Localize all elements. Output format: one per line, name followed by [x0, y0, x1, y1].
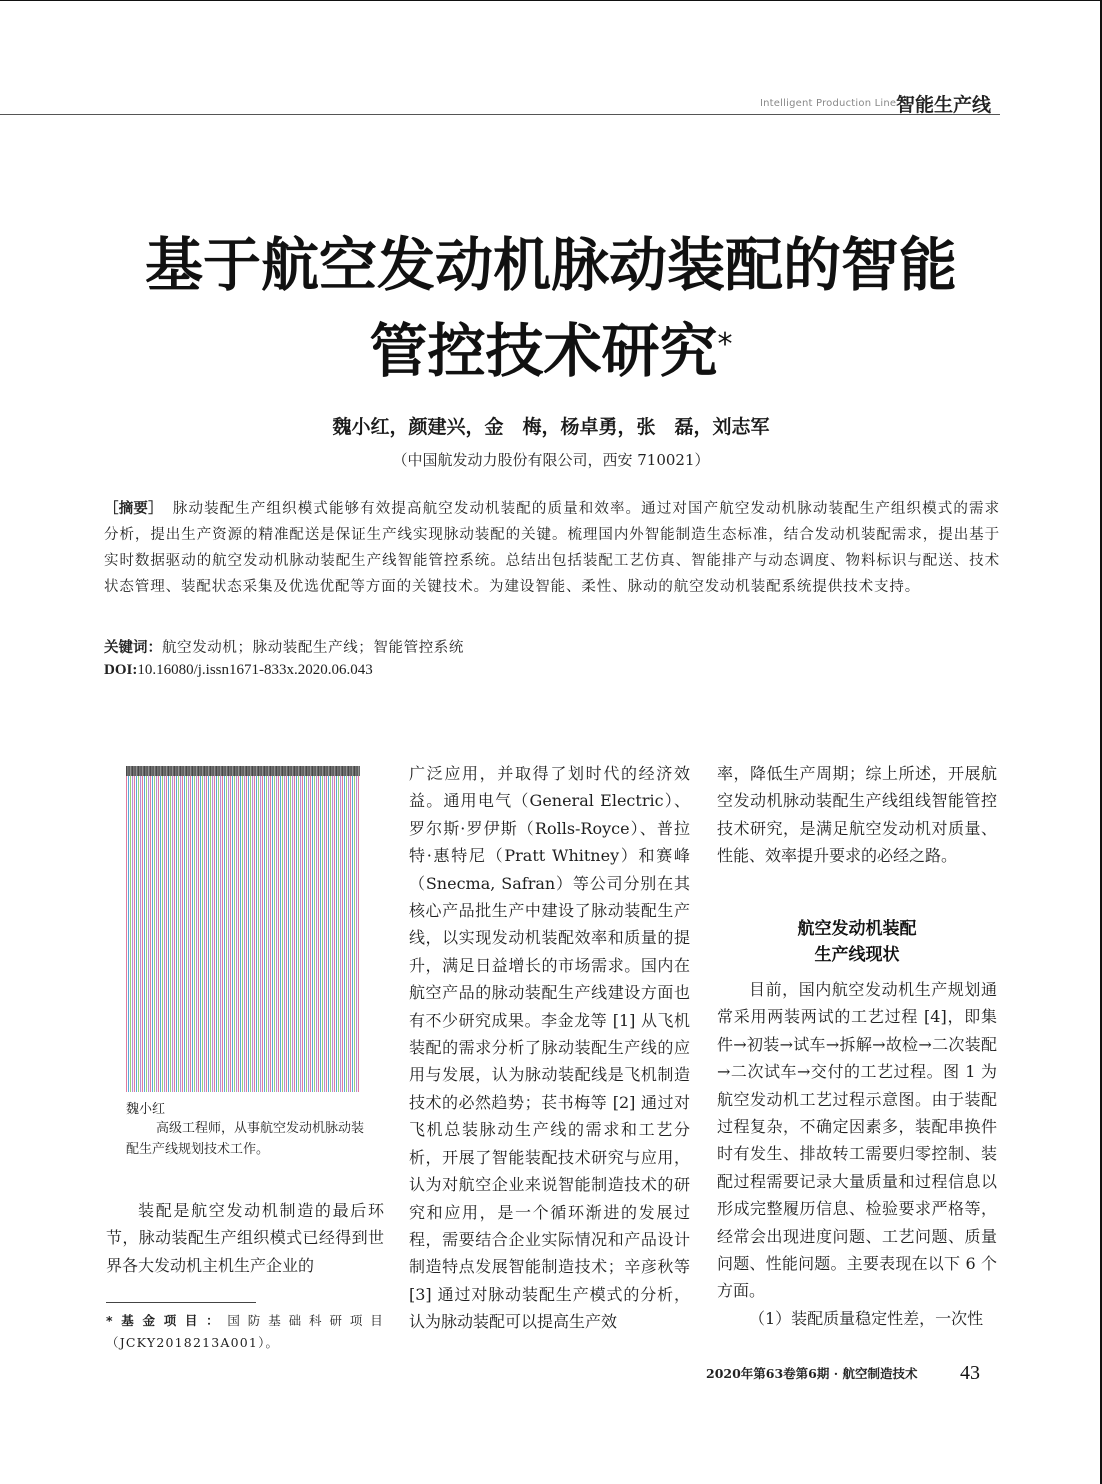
body-column-3-bottom: [717, 976, 997, 1332]
keywords: [104, 636, 1000, 660]
body-column-1: [106, 1197, 384, 1279]
article-title: [80, 222, 1022, 394]
title-footnote-mark: *: [717, 327, 733, 362]
running-header-english: Intelligent Production Line: [760, 98, 897, 109]
title-line-2: 管控技术研究: [369, 317, 718, 385]
body-paragraph: 装配是航空发动机制造的最后环节，脉动装配生产组织模式已经得到世界各大发动机主机生产企业的: [106, 1201, 384, 1275]
keywords-label: 关键词：: [104, 640, 162, 656]
footnote-text: 国防基础科研项目（JCKY2018213A001）。: [106, 1313, 384, 1350]
body-column-3-top: [717, 760, 997, 870]
body-paragraph: 目前，国内航空发动机生产规划通常采用两装两试的工艺过程 [4]，即集件→初装→试车→拆解→故检→二次装配→二次试车→交付的工艺过程。图 1 为航空发动机工艺过程示意图。由于装配过程复杂，不确定因素多，装配串换件时有发生、排故转工需要归零控制、装配过程需要记录大量质量和过程信息以形成完整履历信息、检验要求严格等，经常会出现进度问题、工艺问题、质量问题、性能问题。主要表现在以下 6 个方面。: [717, 980, 997, 1301]
author-photo: [126, 766, 360, 1092]
running-header-chinese: 智能生产线: [896, 94, 992, 116]
body-column-2: [409, 760, 690, 1336]
photo-noise-strip: [126, 766, 360, 776]
header-rule: [0, 114, 1000, 115]
page-top-edge: [0, 0, 1102, 1]
keywords-text: 航空发动机；脉动装配生产线；智能管控系统: [162, 640, 464, 656]
section-heading: [717, 916, 997, 968]
author-bio-description: 高级工程师，从事航空发动机脉动装配生产线规划技术工作。: [126, 1121, 365, 1157]
abstract-text: 脉动装配生产组织模式能够有效提高航空发动机装配的质量和效率。通过对国产航空发动机脉动装配生产组织模式的需求分析，提出生产资源的精准配送是保证生产线实现脉动装配的关键。梳理国内外智能制造生态标准，结合发动机装配需求，提出基于实时数据驱动的航空发动机脉动装配生产线智能管控系统。总结出包括装配工艺仿真、智能排产与动态调度、物料标识与配送、技术状态管理、装配状态采集及优选优配等方面的关键技术。为建设智能、柔性、脉动的航空发动机装配系统提供技术支持。: [104, 501, 1000, 595]
author-affiliation: （中国航发动力股份有限公司，西安 710021）: [392, 451, 710, 469]
body-paragraph: 率，降低生产周期；综上所述，开展航空发动机脉动装配生产线组线智能管控技术研究，是满足航空发动机对质量、性能、效率提升要求的必经之路。: [717, 764, 997, 866]
section-heading-line-2: 生产线现状: [814, 945, 900, 965]
footnote-label: *基金项目：: [106, 1313, 228, 1328]
doi-label: DOI:: [104, 662, 138, 678]
footnote-rule: [106, 1302, 256, 1303]
abstract: [104, 496, 1000, 600]
author-bio-name: 魏小红: [126, 1102, 166, 1117]
doi-text: 10.16080/j.issn1671-833x.2020.06.043: [137, 662, 373, 678]
running-header: [0, 90, 1102, 116]
doi: [104, 662, 1000, 679]
author-list: 魏小红，颜建兴，金 梅，杨卓勇，张 磊，刘志军: [332, 416, 770, 438]
section-heading-line-1: 航空发动机装配: [797, 919, 917, 939]
abstract-label: ［摘要］: [104, 501, 163, 517]
body-paragraph: （1）装配质量稳定性差，一次性: [749, 1308, 984, 1328]
funding-footnote: [106, 1310, 384, 1354]
body-paragraph: 广泛应用，并取得了划时代的经济效益。通用电气（General Electric）、罗尔斯·罗伊斯（Rolls-Royce）、普拉特·惠特尼（Pratt Whitney）和赛峰（Snecma, Safran）等公司分别在其核心产品批生产中建设了脉动装配生产线，以实现发动机装配效率和质量的提升，满足日益增长的市场需求。国内在航空产品的脉动装配生产线建设方面也有不少研究成果。李金龙等 [1] 从飞机装配的需求分析了脉动装配生产线的应用与发展，认为脉动装配线是飞机制造技术的必然趋势；苌书梅等 [2] 通过对飞机总装脉动生产线的需求和工艺分析，开展了智能装配技术研究与应用，认为对航空企业来说智能制造技术的研究和应用，是一个循环渐进的发展过程，需要结合企业实际情况和产品设计制造特点发展智能制造技术；辛彦秋等 [3] 通过对脉动装配生产模式的分析，认为脉动装配可以提高生产效: [409, 764, 690, 1332]
journal-footer: 2020年第63卷第6期 · 航空制造技术: [706, 1366, 918, 1381]
page-number: 43: [960, 1362, 980, 1384]
title-line-1: 基于航空发动机脉动装配的智能: [144, 231, 957, 299]
